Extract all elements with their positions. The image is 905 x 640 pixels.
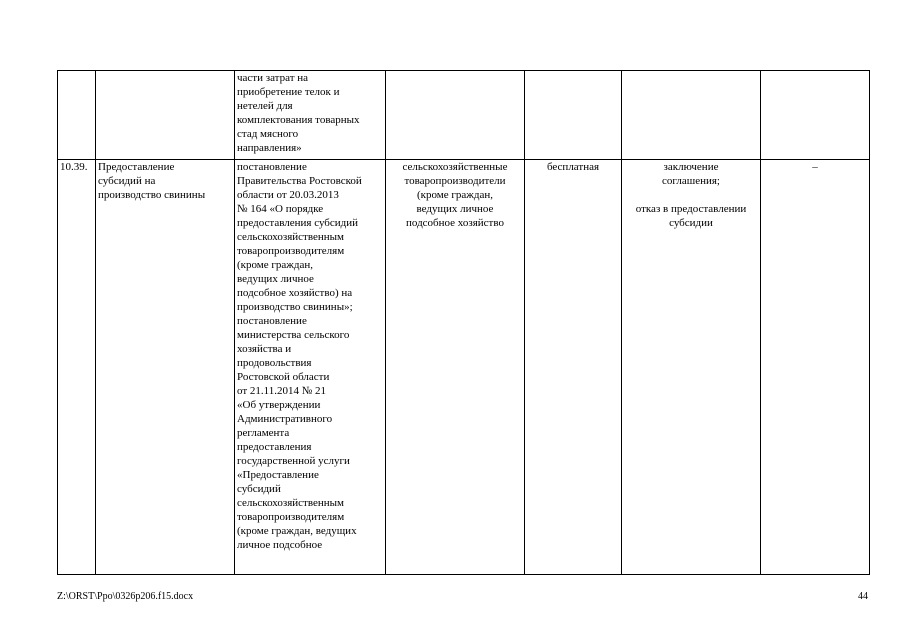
notes-cell: – — [761, 160, 870, 575]
result-cell — [622, 71, 761, 160]
footer-page-number: 44 — [858, 591, 868, 602]
legal-basis-cell: постановление Правительства Ростовской области от 20.03.2013 № 164 «О порядке предоставления субсидий сельскохозяйственным товаропроизводителям (кроме граждан, ведущих личное подсобное хозяйство) на производство свинины»; постановление министерства сельского хозяйства и продовольствия Ростовской области от 21.11.2014 № 21 «Об утверждении Административного регламента предоставления государственной услуги «Предоставление субсидий сельскохозяйственным товаропроизводителям (кроме граждан, ведущих личное подсобное — [235, 160, 386, 575]
recipients-cell: сельскохозяйственные товаропроизводители (кроме граждан, ведущих личное подсобное хозяйство — [386, 160, 525, 575]
footer-file-path: Z:\ORST\Ppo\0326p206.f15.docx — [57, 591, 194, 602]
row-number-cell — [58, 71, 96, 160]
legal-basis-cell: части затрат на приобретение телок и нетелей для комплектования товарных стад мясного направления» — [235, 71, 386, 160]
payment-cell: бесплатная — [525, 160, 622, 575]
table-row — [58, 160, 870, 575]
service-name-cell: Предоставление субсидий на производство свинины — [96, 160, 235, 575]
recipients-cell — [386, 71, 525, 160]
result-cell: заключение соглашения; отказ в предоставлении субсидии — [622, 160, 761, 575]
notes-cell — [761, 71, 870, 160]
services-table — [57, 70, 870, 575]
table-row — [58, 71, 870, 160]
row-number-cell: 10.39. — [58, 160, 96, 575]
payment-cell — [525, 71, 622, 160]
service-name-cell — [96, 71, 235, 160]
